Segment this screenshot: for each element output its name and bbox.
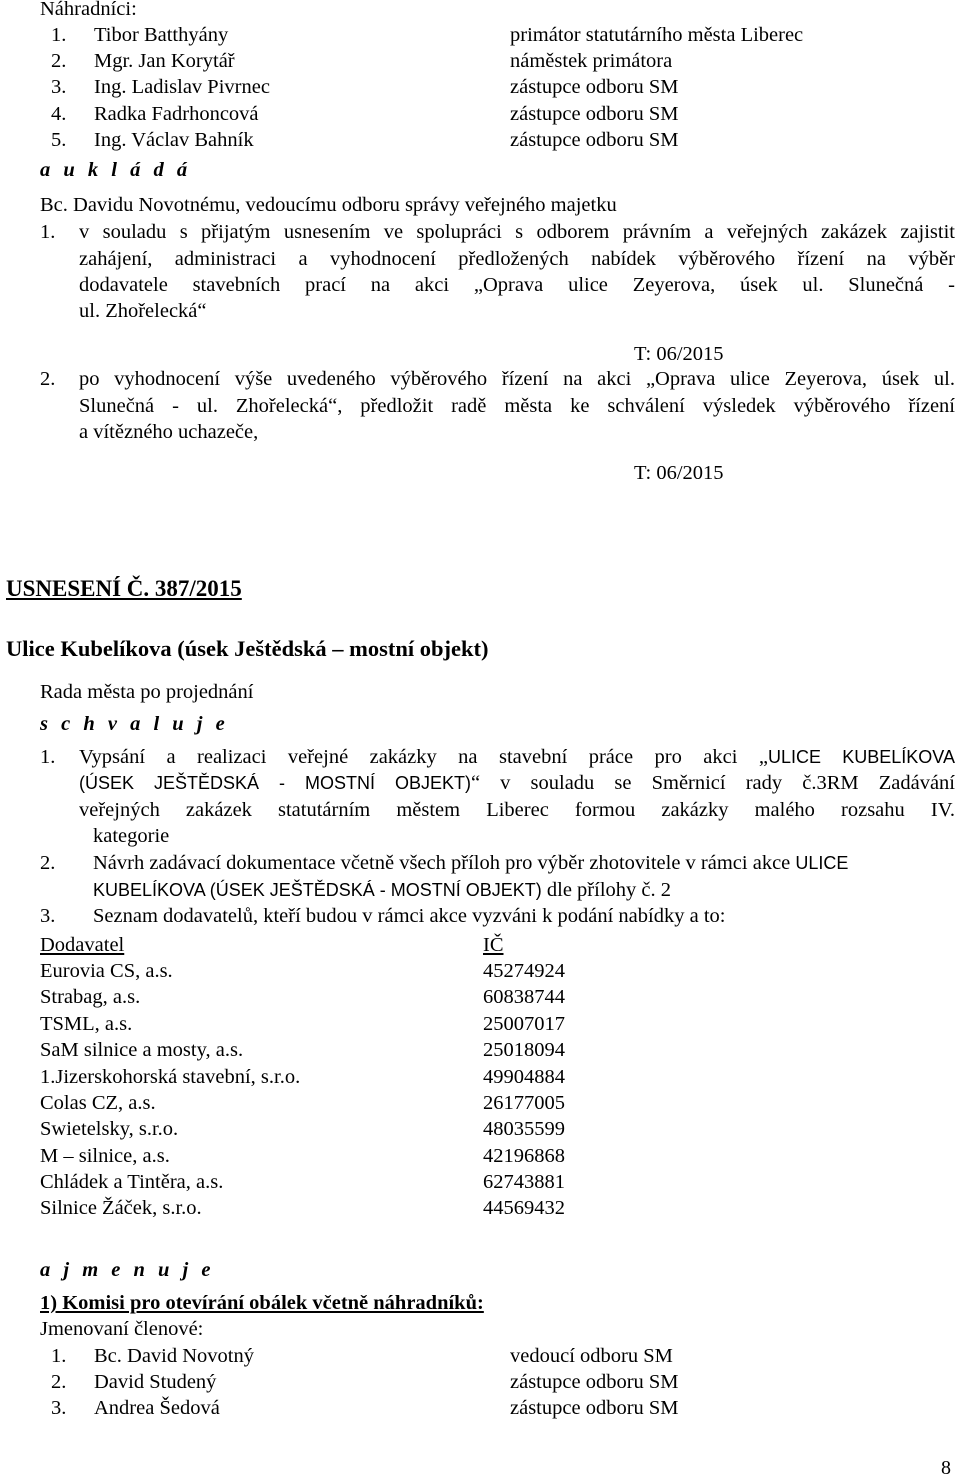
- supplier-ic: 26177005: [483, 1092, 565, 1114]
- task-2-line-2: Slunečná - ul. Zhořelecká“, předložit radě města ke schválení výsledek výběrového řízení: [79, 395, 955, 417]
- item-number: 3.: [51, 76, 67, 98]
- resolution-intro: Rada města po projednání: [40, 681, 254, 703]
- member-name: Andrea Šedová: [94, 1397, 220, 1419]
- member-name: Radka Fadrhoncová: [94, 103, 259, 125]
- jmenuje-heading: a j m e n u j e: [40, 1259, 215, 1281]
- supplier-ic: 25007017: [483, 1013, 565, 1035]
- item-number: 2.: [40, 852, 56, 874]
- task-2-term: T: 06/2015: [634, 462, 724, 484]
- header-ic: IČ: [483, 934, 504, 956]
- item-number: 1.: [51, 1345, 67, 1367]
- resolution-subject: Ulice Kubelíkova (úsek Ještědská – mostní objekt): [6, 636, 489, 661]
- supplier-name: 1.Jizerskohorská stavební, s.r.o.: [40, 1066, 301, 1088]
- member-name: Ing. Ladislav Pivrnec: [94, 76, 270, 98]
- item-number: 2.: [40, 368, 56, 390]
- member-role: zástupce odboru SM: [510, 129, 679, 151]
- supplier-name: TSML, a.s.: [40, 1013, 133, 1035]
- supplier-ic: 45274924: [483, 960, 565, 982]
- member-name: Mgr. Jan Korytář: [94, 50, 235, 72]
- member-role: náměstek primátora: [510, 50, 673, 72]
- supplier-ic: 49904884: [483, 1066, 565, 1088]
- item-number: 1.: [51, 24, 67, 46]
- substitutes-label: Náhradníci:: [40, 0, 137, 20]
- item-number: 4.: [51, 103, 67, 125]
- item-number: 2.: [51, 1371, 67, 1393]
- item-number: 1.: [40, 221, 56, 243]
- supplier-name: Colas CZ, a.s.: [40, 1092, 156, 1114]
- approval-2-line-2: KUBELÍKOVA (ÚSEK JEŠTĚDSKÁ - MOSTNÍ OBJEKT) dle přílohy č. 2: [93, 879, 672, 901]
- supplier-name: Silnice Žáček, s.r.o.: [40, 1197, 202, 1219]
- member-role: primátor statutárního města Liberec: [510, 24, 804, 46]
- member-role: zástupce odboru SM: [510, 1397, 679, 1419]
- uklada-addressee: Bc. Davidu Novotnému, vedoucímu odboru správy veřejného majetku: [40, 194, 617, 216]
- approval-2-line-1: Návrh zadávací dokumentace včetně všech příloh pro výběr zhotovitele v rámci akce ULICE: [93, 852, 849, 874]
- task-1-line-2: zahájení, administraci a vyhodnocení předložených nabídek výběrového řízení na výběr: [79, 248, 955, 270]
- uklada-heading: a u k l á d á: [40, 159, 192, 181]
- supplier-ic: 62743881: [483, 1171, 565, 1193]
- item-number: 2.: [51, 50, 67, 72]
- task-1-line-1: v souladu s přijatým usnesením ve spolupráci s odborem právním a veřejných zakázek zajistit: [79, 221, 955, 243]
- member-role: zástupce odboru SM: [510, 103, 679, 125]
- item-number: 3.: [40, 905, 56, 927]
- committee-members-label: Jmenovaní členové:: [40, 1318, 204, 1340]
- supplier-ic: 60838744: [483, 986, 565, 1008]
- approval-1-line-2: (ÚSEK JEŠTĚDSKÁ - MOSTNÍ OBJEKT)“ v souladu se Směrnicí rady č.3RM Zadávání: [79, 772, 955, 794]
- resolution-number: USNESENÍ Č. 387/2015: [6, 576, 242, 601]
- supplier-name: Swietelsky, s.r.o.: [40, 1118, 179, 1140]
- member-role: vedoucí odboru SM: [510, 1345, 673, 1367]
- approval-3-text: Seznam dodavatelů, kteří budou v rámci akce vyzváni k podání nabídky a to:: [93, 905, 726, 927]
- task-1-line-3: dodavatele stavebních prací na akci „Oprava ulice Zeyerova, úsek ul. Slunečná -: [79, 274, 955, 296]
- task-2-line-1: po vyhodnocení výše uvedeného výběrového řízení na akci „Oprava ulice Zeyerova, úsek ul.: [79, 368, 955, 390]
- member-role: zástupce odboru SM: [510, 1371, 679, 1393]
- member-name: David Studený: [94, 1371, 217, 1393]
- approval-1-line-4: kategorie: [93, 825, 170, 847]
- task-2-line-3: a vítězného uchazeče,: [79, 421, 259, 443]
- supplier-ic: 48035599: [483, 1118, 565, 1140]
- task-1-line-4: ul. Zhořelecká“: [79, 300, 207, 322]
- header-supplier: Dodavatel: [40, 934, 125, 956]
- supplier-name: SaM silnice a mosty, a.s.: [40, 1039, 244, 1061]
- supplier-ic: 25018094: [483, 1039, 565, 1061]
- approval-1-line-3: veřejných zakázek statutárním městem Liberec formou zakázky malého rozsahu IV.: [79, 799, 955, 821]
- item-number: 3.: [51, 1397, 67, 1419]
- supplier-name: Chládek a Tintěra, a.s.: [40, 1171, 224, 1193]
- member-name: Ing. Václav Bahník: [94, 129, 254, 151]
- task-1-term: T: 06/2015: [634, 343, 724, 365]
- member-role: zástupce odboru SM: [510, 76, 679, 98]
- supplier-ic: 42196868: [483, 1145, 565, 1167]
- page-number: 8: [941, 1457, 951, 1479]
- committee-title: 1) Komisi pro otevírání obálek včetně náhradníků:: [40, 1292, 484, 1314]
- supplier-name: M – silnice, a.s.: [40, 1145, 170, 1167]
- supplier-name: Eurovia CS, a.s.: [40, 960, 173, 982]
- member-name: Bc. David Novotný: [94, 1345, 254, 1367]
- item-number: 5.: [51, 129, 67, 151]
- member-name: Tibor Batthyány: [94, 24, 229, 46]
- supplier-ic: 44569432: [483, 1197, 565, 1219]
- schvaluje-heading: s c h v a l u j e: [40, 713, 229, 735]
- approval-1-line-1: Vypsání a realizaci veřejné zakázky na stavební práce pro akci „ULICE KUBELÍKOVA: [79, 746, 955, 768]
- item-number: 1.: [40, 746, 56, 768]
- supplier-name: Strabag, a.s.: [40, 986, 141, 1008]
